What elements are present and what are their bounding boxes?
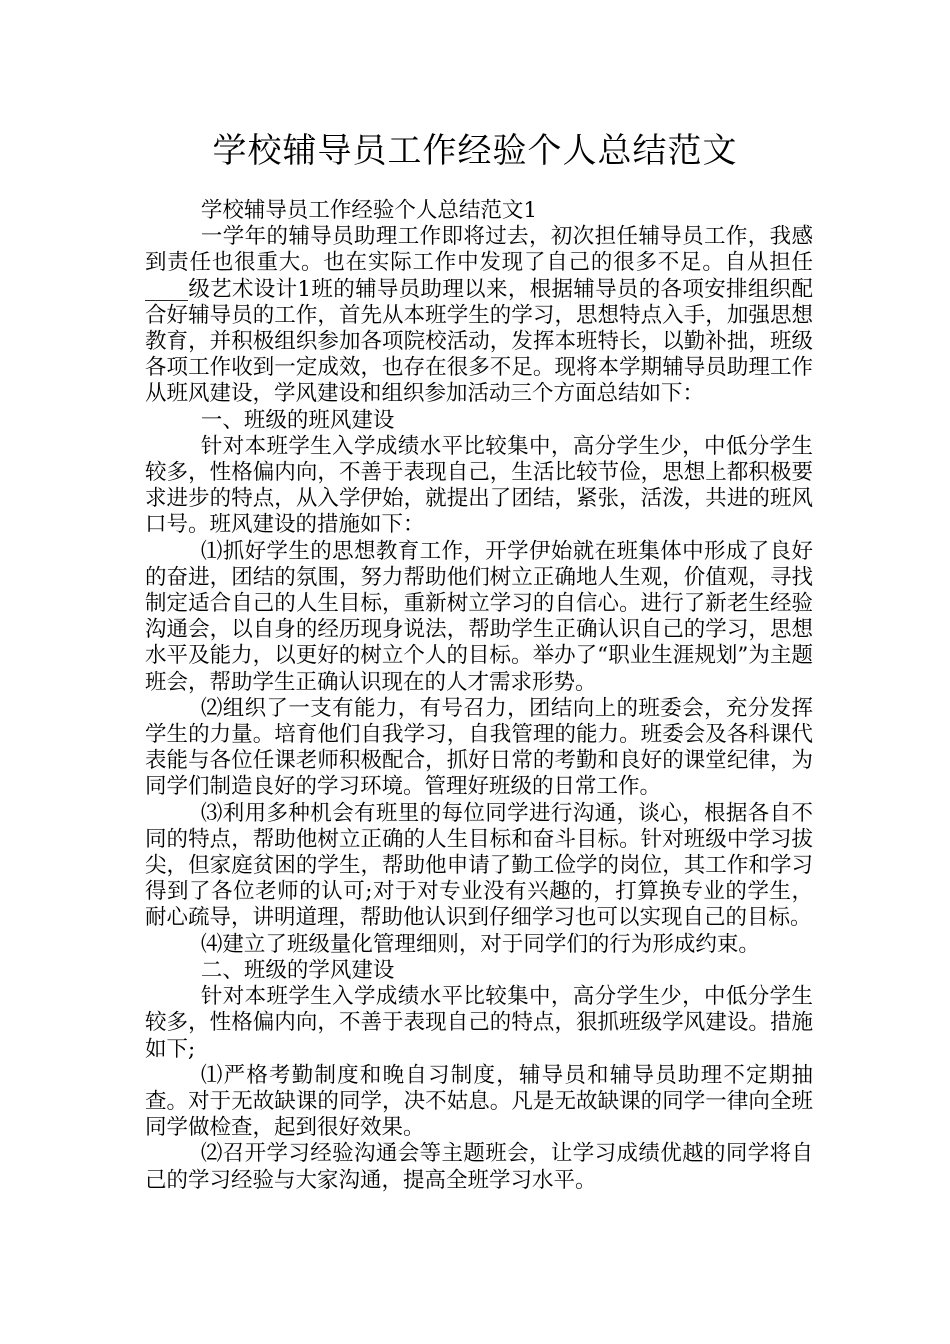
section-heading-class-style: 一、班级的班风建设 bbox=[200, 407, 395, 433]
intro-paragraph: 一学年的辅导员助理工作即将过去，初次担任辅导员工作，我感到责任也很重大。也在实际工作中发现了自己的很多不足。自从担任____级艺术设计1班的辅导员助理以来，根据辅导员的各项安排组织配合好辅导员的工作，首先从本班学生的学习，思想特点入手，加强思想教育，并积极组织参加各项院校活动，发挥本班特长，以勤补拙，班级各项工作收到一定成效，也存在很多不足。现将本学期辅导员助理工作从班风建设，学风建设和组织参加活动三个方面总结如下： bbox=[145, 224, 813, 407]
body-paragraph: 针对本班学生入学成绩水平比较集中，高分学生少，中低分学生较多，性格偏内向，不善于表现自己，生活比较节俭，思想上都积极要求进步的特点，从入学伊始，就提出了团结，紧张，活泼，共进的班风口号。班风建设的措施如下： bbox=[145, 433, 813, 538]
subtitle-paragraph: 学校辅导员工作经验个人总结范文1 bbox=[200, 198, 538, 223]
list-item-1: ⑴严格考勤制度和晚自习制度，辅导员和辅导员助理不定期抽查。对于无故缺课的同学，决不姑息。凡是无故缺课的同学一律向全班同学做检查，起到很好效果。 bbox=[145, 1062, 813, 1141]
list-item-2: ⑵召开学习经验沟通会等主题班会，让学习成绩优越的同学将自己的学习经验与大家沟通，提高全班学习水平。 bbox=[145, 1141, 813, 1193]
list-item-3: ⑶利用多种机会有班里的每位同学进行沟通，谈心，根据各自不同的特点，帮助他树立正确的人生目标和奋斗目标。针对班级中学习拔尖，但家庭贫困的学生，帮助他申请了勤工俭学的岗位，其工作和学习得到了各位老师的认可;对于对专业没有兴趣的，打算换专业的学生，耐心疏导，讲明道理，帮助他认识到仔细学习也可以实现自己的目标。 bbox=[145, 800, 813, 931]
section-heading-study-style: 二、班级的学风建设 bbox=[200, 957, 395, 983]
body-paragraph: 针对本班学生入学成绩水平比较集中，高分学生少，中低分学生较多，性格偏内向，不善于表现自己的特点，狠抓班级学风建设。措施如下; bbox=[145, 984, 813, 1062]
list-item-1: ⑴抓好学生的思想教育工作，开学伊始就在班集体中形成了良好的奋进，团结的氛围，努力帮助他们树立正确地人生观，价值观，寻找制定适合自己的人生目标，重新树立学习的自信心。进行了新老生经验沟通会，以自身的经历现身说法，帮助学生正确认识自己的学习，思想水平及能力，以更好的树立个人的目标。举办了“职业生涯规划”为主题班会，帮助学生正确认识现在的人才需求形势。 bbox=[145, 538, 813, 695]
list-item-2: ⑵组织了一支有能力，有号召力，团结向上的班委会，充分发挥学生的力量。培育他们自我学习，自我管理的能力。班委会及各科课代表能与各位任课老师积极配合，抓好日常的考勤和良好的课堂纪律，为同学们制造良好的学习环境。管理好班级的日常工作。 bbox=[145, 695, 813, 800]
document-title: 学校辅导员工作经验个人总结范文 bbox=[212, 131, 738, 171]
document-body bbox=[145, 198, 813, 1194]
list-item-4: ⑷建立了班级量化管理细则，对于同学们的行为形成约束。 bbox=[200, 931, 760, 957]
